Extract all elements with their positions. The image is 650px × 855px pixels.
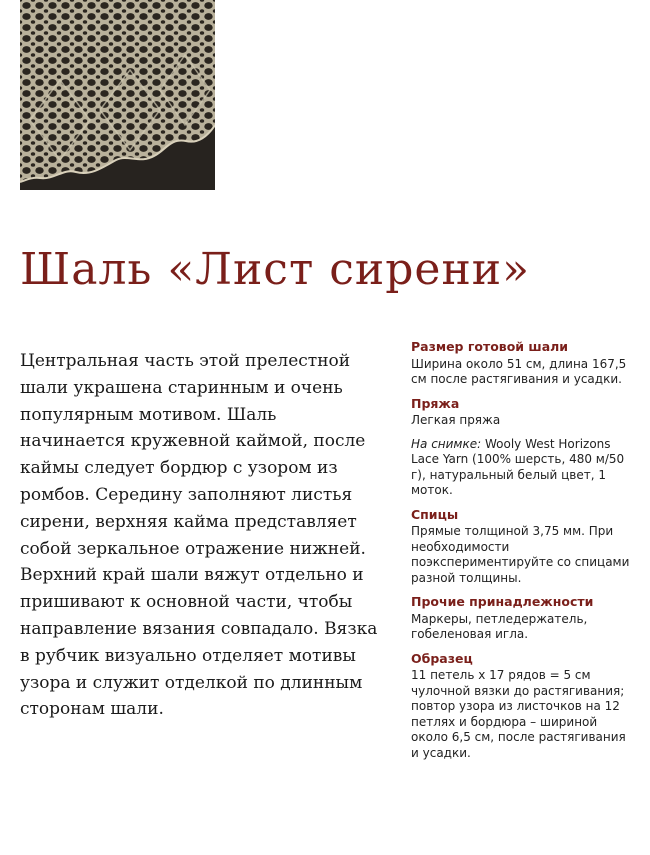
- needles-section: [411, 507, 637, 587]
- notions-heading: Прочие принадлежности: [411, 594, 594, 609]
- size-heading: Размер готовой шали: [411, 339, 569, 354]
- yarn-section: [411, 396, 637, 499]
- article-body: Центральная часть этой прелестной шали украшена старинным и очень популярным мотивом. Шаль начинается кружевной каймой, после каймы следует бордюр с узором из ромбов. Середину заполняют листья сирени, верхняя кайма представляет собой зеркальное отражение нижней. Верхний край шали вяжут отдельно и пришивают к основной части, чтобы направление вязания совпадало. Вязка в рубчик визуально отделяет мотивы узора и служит отделкой по длинным сторонам шали.: [20, 351, 378, 720]
- yarn-photo-note: [411, 437, 637, 499]
- notions-text: Маркеры, петледержатель, гобеленовая игла.: [411, 611, 588, 641]
- article-title: Шаль «Лист сирени»: [20, 244, 531, 295]
- specs-sidebar: [411, 339, 637, 769]
- needles-heading: Спицы: [411, 506, 459, 522]
- shawl-lace-photo: [20, 0, 215, 190]
- yarn-heading: Пряжа: [411, 395, 460, 411]
- gauge-section: [411, 651, 637, 762]
- needles-text: Прямые толщиной 3,75 мм. При необходимости поэкспериментируйте со спицами разной толщины.: [411, 524, 630, 585]
- yarn-text: Легкая пряжа: [411, 413, 501, 427]
- gauge-heading: Образец: [411, 650, 473, 666]
- yarn-photo-text: Wooly West Horizons Lace Yarn (100% шерсть, 480 м/50 г), натуральный белый цвет, 1 моток.: [411, 436, 625, 497]
- yarn-photo-label: На снимке:: [411, 436, 482, 451]
- size-section: [411, 339, 637, 388]
- notions-section: [411, 594, 637, 643]
- gauge-text: 11 петель x 17 рядов = 5 см чулочной вязки до растягивания; повтор узора из листочков на 12 петлях и бордюра – шириной около 6,5 см, после растягивания и усадки.: [411, 668, 626, 760]
- size-text: Ширина около 51 см, длина 167,5 см после растягивания и усадки.: [411, 356, 627, 386]
